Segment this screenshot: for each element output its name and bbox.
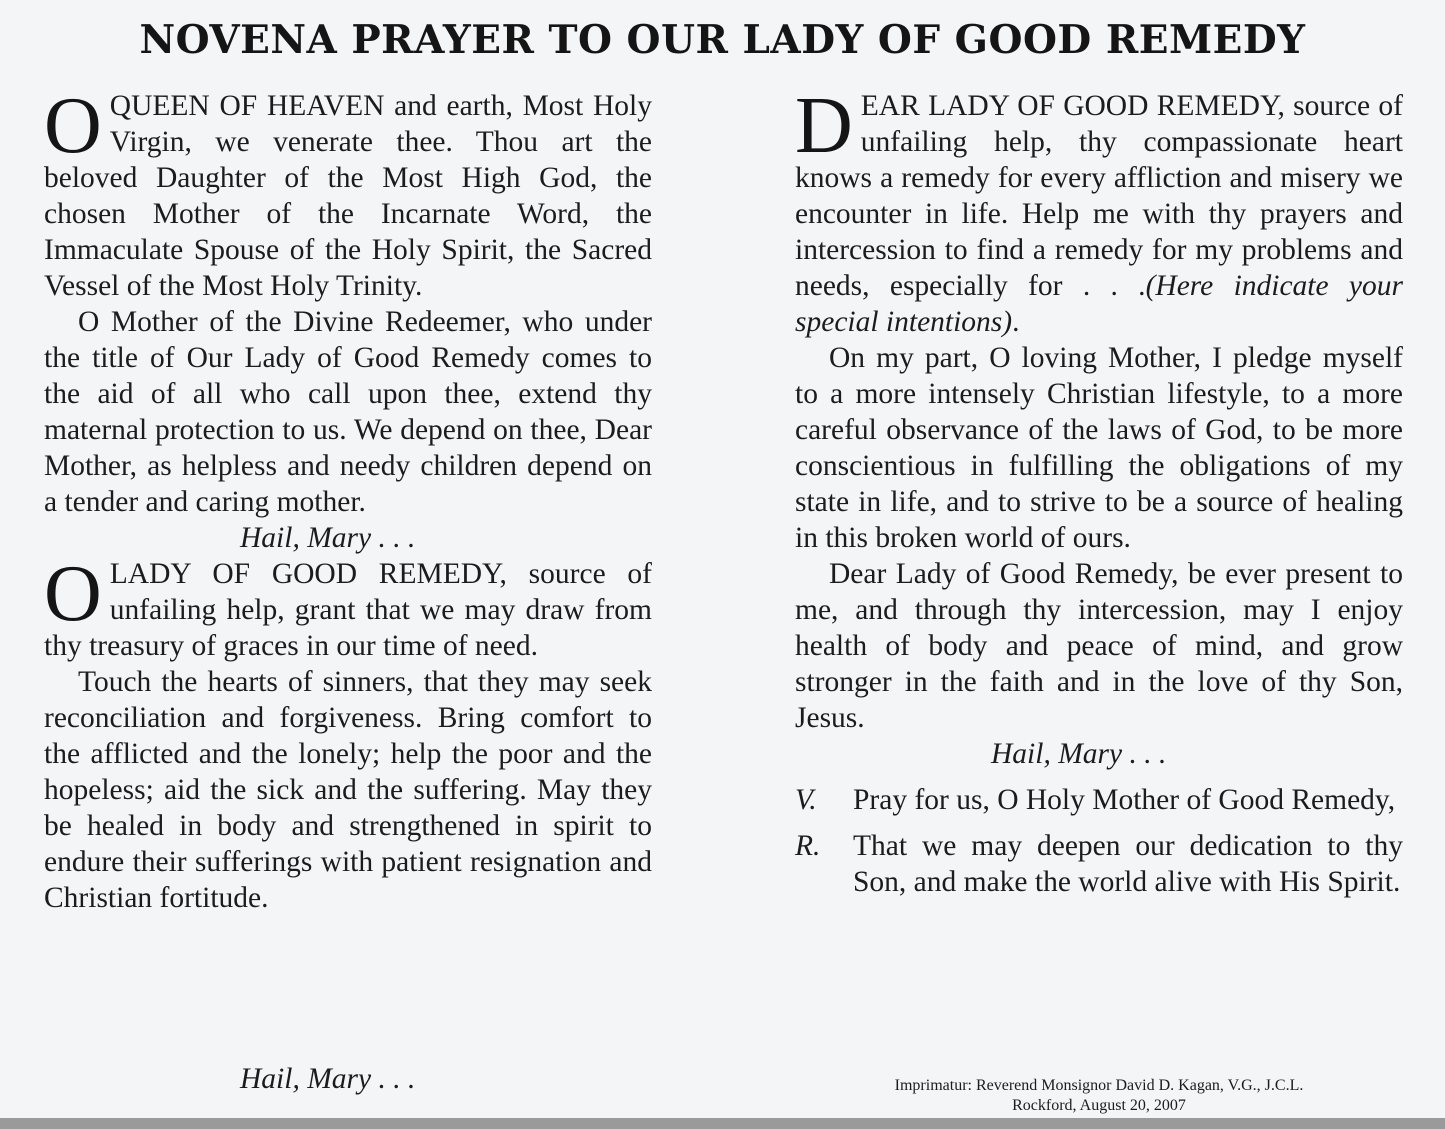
special-intentions-note: (Here indicate your special intentions) bbox=[795, 270, 1403, 338]
right-column bbox=[795, 82, 1403, 900]
hail-mary-3: Hail, Mary . . . bbox=[991, 738, 1167, 770]
paragraph-ever-present: Dear Lady of Good Remedy, be ever present to me, and through thy intercession, may I enjoy health of body and peace of mind, and grow stronger in the faith and in the love of thy Son, Jesus. bbox=[795, 558, 1403, 734]
response bbox=[795, 828, 1403, 900]
paragraph-mother-redeemer: O Mother of the Divine Redeemer, who under the title of Our Lady of Good Remedy comes to the aid of all who call upon thee, extend thy maternal protection to us. We depend on thee, Dear Mother, as helpless and needy children depend on a tender and caring mother. bbox=[44, 306, 652, 518]
response-text: That we may deepen our dedication to thy Son, and make the world alive with His Spirit. bbox=[853, 830, 1403, 898]
paragraph-lady-good-remedy bbox=[44, 550, 652, 664]
hail-mary-1: Hail, Mary . . . bbox=[240, 522, 416, 554]
versicle bbox=[795, 782, 1403, 818]
lead-in: LADY OF GOOD REMEDY bbox=[109, 558, 500, 590]
paragraph-pledge: On my part, O loving Mother, I pledge myself to a more intensely Christian lifestyle, to a more careful observance of the laws of God, to be more conscientious in fulfilling the obligations of my state in life, and to strive to be a source of healing in this broken world of ours. bbox=[795, 342, 1403, 554]
imprimatur-line-1: Imprimatur: Reverend Monsignor David D. Kagan, V.G., J.C.L. bbox=[894, 1077, 1304, 1094]
imprimatur-line-2: Rockford, August 20, 2007 bbox=[1012, 1097, 1186, 1114]
page-title: NOVENA PRAYER TO OUR LADY OF GOOD REMEDY bbox=[139, 17, 1306, 63]
paragraph-text: and earth, Most Holy Virgin, we venerate thee. Thou art the beloved Daughter of the Most High God, the chosen Mother of the Incarnate Word, the Immaculate Spouse of the Holy Spirit, the Sacred Vessel of the Most Holy Trinity. bbox=[44, 90, 652, 302]
paragraph-queen-of-heaven bbox=[44, 82, 652, 304]
versicle-mark: V. bbox=[795, 784, 817, 816]
paragraph-dear-lady bbox=[795, 82, 1403, 340]
left-column bbox=[44, 82, 652, 916]
imprimatur bbox=[795, 1076, 1403, 1116]
drop-cap: O bbox=[44, 550, 102, 638]
paragraph-touch-hearts: Touch the hearts of sinners, that they may seek reconciliation and forgiveness. Bring comfort to the afflicted and the lonely; help the poor and the hopeless; aid the sick and the suffering. May they be healed in body and strengthened in spirit to endure their sufferings with patient resignation and Christian fortitude. bbox=[44, 666, 652, 914]
lead-in: QUEEN OF HEAVEN bbox=[109, 90, 385, 122]
paragraph-text: , source of unfailing help, grant that we may draw from thy treasury of graces in our time of need. bbox=[44, 558, 652, 662]
paragraph-end: . bbox=[1012, 306, 1020, 338]
hail-mary-2: Hail, Mary . . . bbox=[240, 1063, 416, 1095]
response-mark: R. bbox=[795, 830, 821, 862]
lead-in: EAR LADY OF GOOD REMEDY, bbox=[860, 90, 1285, 122]
drop-cap: D bbox=[795, 82, 853, 170]
drop-cap: O bbox=[44, 82, 102, 170]
versicle-text: Pray for us, O Holy Mother of Good Remedy, bbox=[853, 784, 1396, 816]
paragraph-text: source of unfailing help, thy compassionate heart knows a remedy for every affliction and misery we encounter in life. Help me with thy prayers and intercession to find a remedy for my problems and needs, especially for . . . bbox=[795, 90, 1403, 302]
